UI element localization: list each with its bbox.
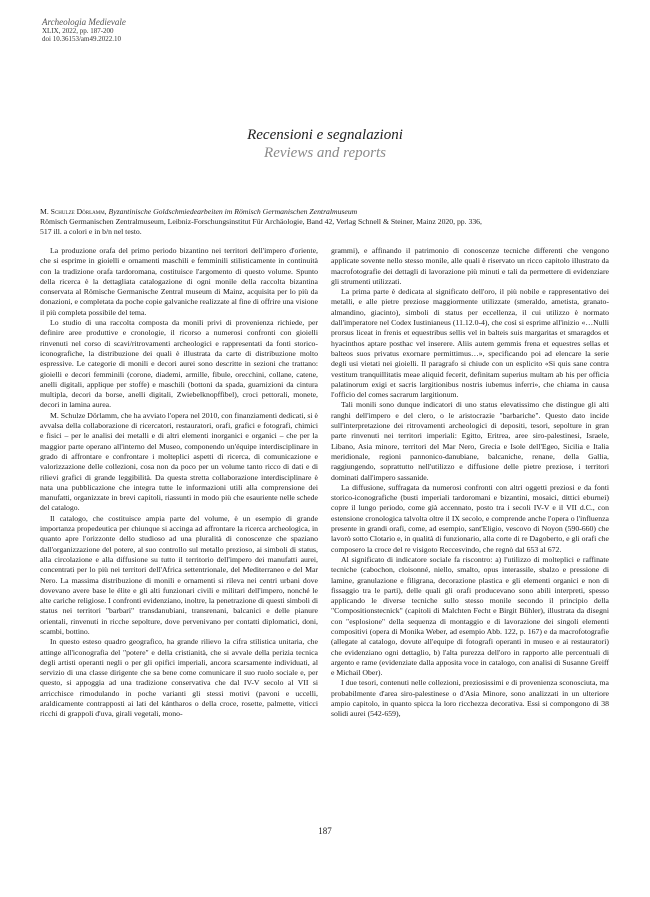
citation-illustrations: 517 ill. a colori e in b/n nel testo. [40,227,142,237]
section-title-it: Recensioni e segnalazioni [247,127,403,143]
paragraph: grammi), e affinando il patrimonio di conoscenze tecniche differenti che vengono applicate sovente nello stesso monile, alle quali è riservato un ricco capitolo illustrato da macrofotografie dei dettagli di lavorazione più minuti e tali da permettere di evidenziare gli strumenti utilizzati. [331,246,609,286]
page-number: 187 [318,826,332,836]
paragraph: La produzione orafa del primo periodo bizantino nei territori dell'impero d'oriente, che si esprime in gioielli e ornamenti maschili e femminili stilisticamente in continuità con la tradizione orafa tardoromana, costituisce l'argomento di questo volume. Spunto della ricerca è la dettagliata catalogazione di ogni monile della raccolta bizantina conservata al Römische Germanische Zentral museum di Mainz, acquisita per lo più da donazioni, e completata da poche copie galvaniche realizzate al fine di offrire una visione il più completa possibile del tema. [40,246,318,317]
paragraph: In questo esteso quadro geografico, ha grande rilievo la cifra stilistica unitaria, che attinge all'iconografia del "potere" e della cristianità, che si avvale della perizia tecnica degli artisti operanti negli o per gli opifici imperiali, ancora scarsamente individuati, al servizio di una classe dirigente che sa bene come comunicare il suo ruolo sociale e, per questo, si appoggia ad una tradizione conservativa che dal IV-V secolo al VII si arricchisce rimodulando in poche varianti gli stessi motivi (pavoni e uccelli, araldicamente contrapposti ai lati del kántharos o della croce, rosette, palmette, viticci ricchi di grappoli d'uva, girali vegetali, mono- [40,637,318,719]
paragraph: Al significato di indicatore sociale fa riscontro: a) l'utilizzo di molteplici e raffinate tecniche (cabochon, cloisonné, niello, smalto, opus interassile, sbalzo e pressione di lamine, granulazione e filigrana, decorazione plastica e gli elementi organici e non di fissaggio tra le parti), delle quali gli orafi producevano sono abili interpreti, spesso applicando le diverse tecniche sullo stesso monile secondo il principio della "Compositionstecnick" (capitoli di Malchten Fecht e Birgit Bühler), illustrata da disegni con "esplosione" della sequenza di montaggio e di lavorazione dei singoli elementi compositivi (opera di Monika Weber, ad esempio Abb. 122, p. 167) e da macrofotografie (allegate al catalogo, dovute all'equipe di fotografi operanti in museo e ai restauratori) che evidenziano ogni dettaglio, b) l'alta purezza dell'oro in rapporto alle percentuali di argento e rame (evidenziate dalla apposita voce in catalogo, con analisi di Susanne Greiff e Michail Ober). [331,554,609,678]
citation-author: M. Schulze Dörlamm, [40,207,107,216]
paragraph: La prima parte è dedicata al significato dell'oro, il più nobile e rappresentativo dei metalli, e alle pietre preziose maggiormente utilizzate (smeraldo, ametista, granato-almandino, giacinto), simboli di status per eccellenza, il cui utilizzo è normato dall'imperatore nel Codex Iustinianeus (11.12.0-4), che così si esprime all'inizio «…Nulli prorsus liceat in frenis et equestribus sellis vel in balteis suis margaritas et smaragdos et hyacinthos aptare posthac vel inserere. Aliis autem gemmis frena et equestres sellas et balteos suos privatus exornare permittimus…», specificando poi ad elencare la serie degli usi vietati nei gioielli. Il paragrafo si chiude con un esplicito «Si quis sane contra vestitum tranquillitatis meae aliquid fecerit, definitam superius multam ab his per officia palatinorum exigi et sacris largitionibus nostris iubemus inferri», che chiama in causa l'officio del comes sacrarum largitionum. [331,287,609,400]
paragraph: Tali monili sono dunque indicatori di uno status elevatissimo che distingue gli alti ranghi dell'impero e del clero, o le aristocrazie "barbariche". Questo dato incide sull'interpretazione dei ritrovamenti archeologici di depositi, tesori, sepolture in gran parte rinvenuti nei territori imperiali: Egitto, Eritrea, aree siro-palestinesi, Israele, Libano, Asia minore, territori del Mar Nero, Grecia e Isole dell'Egeo, Sicilia e Italia meridionale, regioni pannonico-danubiane, balcaniche, renane, della Gallia, raggiungendo, soprattutto nell'utilizzo e diffusione delle pietre preziose, i territori dominati dall'impero sassanide. [331,400,609,482]
left-column [40,246,318,720]
paragraph: M. Schulze Dörlamm, che ha avviato l'opera nel 2010, con finanziamenti dedicati, si è avvalsa della collaborazione di ricercatori, restauratori, orafi, grafici e fotografi, chimici e fisici – per le analisi dei metalli e di altri elementi inorganici e organici – che per la maggior parte operano all'interno del Museo, componendo un'équipe interdisciplinare in grado di affrontare e confrontare i molteplici aspetti di ricerca, di comunicazione e valorizzazione delle collezioni, cosa non da poco per un volume tanto ricco di dati e di rilievi grafici di grande leggibilità. Da questa stretta collaborazione interdisciplinare è nata una pubblicazione che integra tutte le informazioni utili alla comprensione dei manufatti, organizzate in brevi capitoli, riassunti in modo più che esauriente nelle schede del catalogo. [40,410,318,513]
journal-header [42,17,282,44]
paragraph: Lo studio di una raccolta composta da monili privi di provenienza richiede, per definire aree produttive e cronologie, il ricorso a numerosi confronti con gioielli rinvenuti nel corso di scavi/ritrovamenti archeologici e rappresentati da fonti storico-iconografiche, la distribuzione dei quali è illustrata da carte di distribuzione molto espressive. Le categorie di monili e decori aurei sono descritte in sezioni che trattano: gioielli e decori femminili (corone, diademi, armille, fibule, orecchini, collane, catene, anelli digitali, applique per stoffe) e maschili (bottoni da spada, guarnizioni da cintura multipla, decori da borse, anelli digitali, Zwiebelknopffibel), croci pettorali, monete, decori in lamina aurea. [40,318,318,410]
paragraph: I due tesori, contenuti nelle collezioni, preziosissimi e di provenienza sconosciuta, ma probabilmente d'area siro-palestinese o d'Asia Minore, sono analizzati in un ulteriore ampio capitolo, in quanto spicca la loro ricchezza decorativa. Essi si compongono di 38 solidi aurei (542-659), [331,678,609,719]
right-column [331,246,609,720]
paragraph: La diffusione, suffragata da numerosi confronti con altri oggetti preziosi e da fonti storico-iconografiche (busti imperiali tardoromani e bizantini, mosaici, dittici eburnei) copre il lungo periodo, come già accennato, posto tra i secoli IV-V e il VII d.C., con estensione cronologica talvolta oltre il IX secolo, e comprende anche l'opera o l'influenza presente in grandi orafi, come, ad esempio, sant'Eligio, vescovo di Noyon (590-660) che lavorò sotto Clotario e, in qualità di funzionario, alla corte di re Dagoberto, e gli orafi che composero la croce del re visigoto Reccesvindo, che regnò dal 653 al 672. [331,482,609,554]
journal-name: Archeologia Medievale [42,17,126,27]
review-citation [40,207,608,237]
section-heading [0,126,650,162]
volume-pages: XLIX, 2022, pp. 187-200 [42,27,114,35]
paragraph: Il catalogo, che costituisce ampia parte del volume, è un esempio di grande importanza propedeutica per chiunque si accinga ad affrontare la ricerca archeologica, in quanto apre l'orizzonte dello studioso ad una pluralità di conoscenze che spaziano dall'organizzazione del potere, al suo controllo sul metallo prezioso, ai simboli di status, alla circolazione e alla diffusione su tutto il territorio dell'impero dei manufatti aurei, concentrati per lo più nei territori dell'Africa settentrionale, del Mediterraneo e del Mar Nero. La massima distribuzione di monili e ornamenti si rileva nei centri urbani dove dovevano avere base le élite e gli alti funzionari civili e militari dell'impero, nonché le alte cariche religiose. I confronti evidenziano, inoltre, la penetrazione di questi simboli di status nei territori "barbari" transdanubiani, transrenani, balcanici e delle pianure orientali, rinvenuti in ricche sepolture, dove pervenivano per contatti diplomatici, doni, scambi, bottino. [40,513,318,636]
citation-publisher: Römisch Germanischen Zentralmuseum, Leibniz-Forschungsinstitut Für Archäologie, Band 42, Verlag Schnell & Steiner, Mainz 2020, pp. 336, [40,217,482,227]
section-title-en: Reviews and reports [264,145,386,161]
citation-book-title: Byzantinische Goldschmiedearbeiten im Römisch Germanischen Zentralmuseum [108,207,358,216]
citation-line-1 [40,207,608,217]
doi: doi 10.36153/am49.2022.10 [42,35,121,44]
